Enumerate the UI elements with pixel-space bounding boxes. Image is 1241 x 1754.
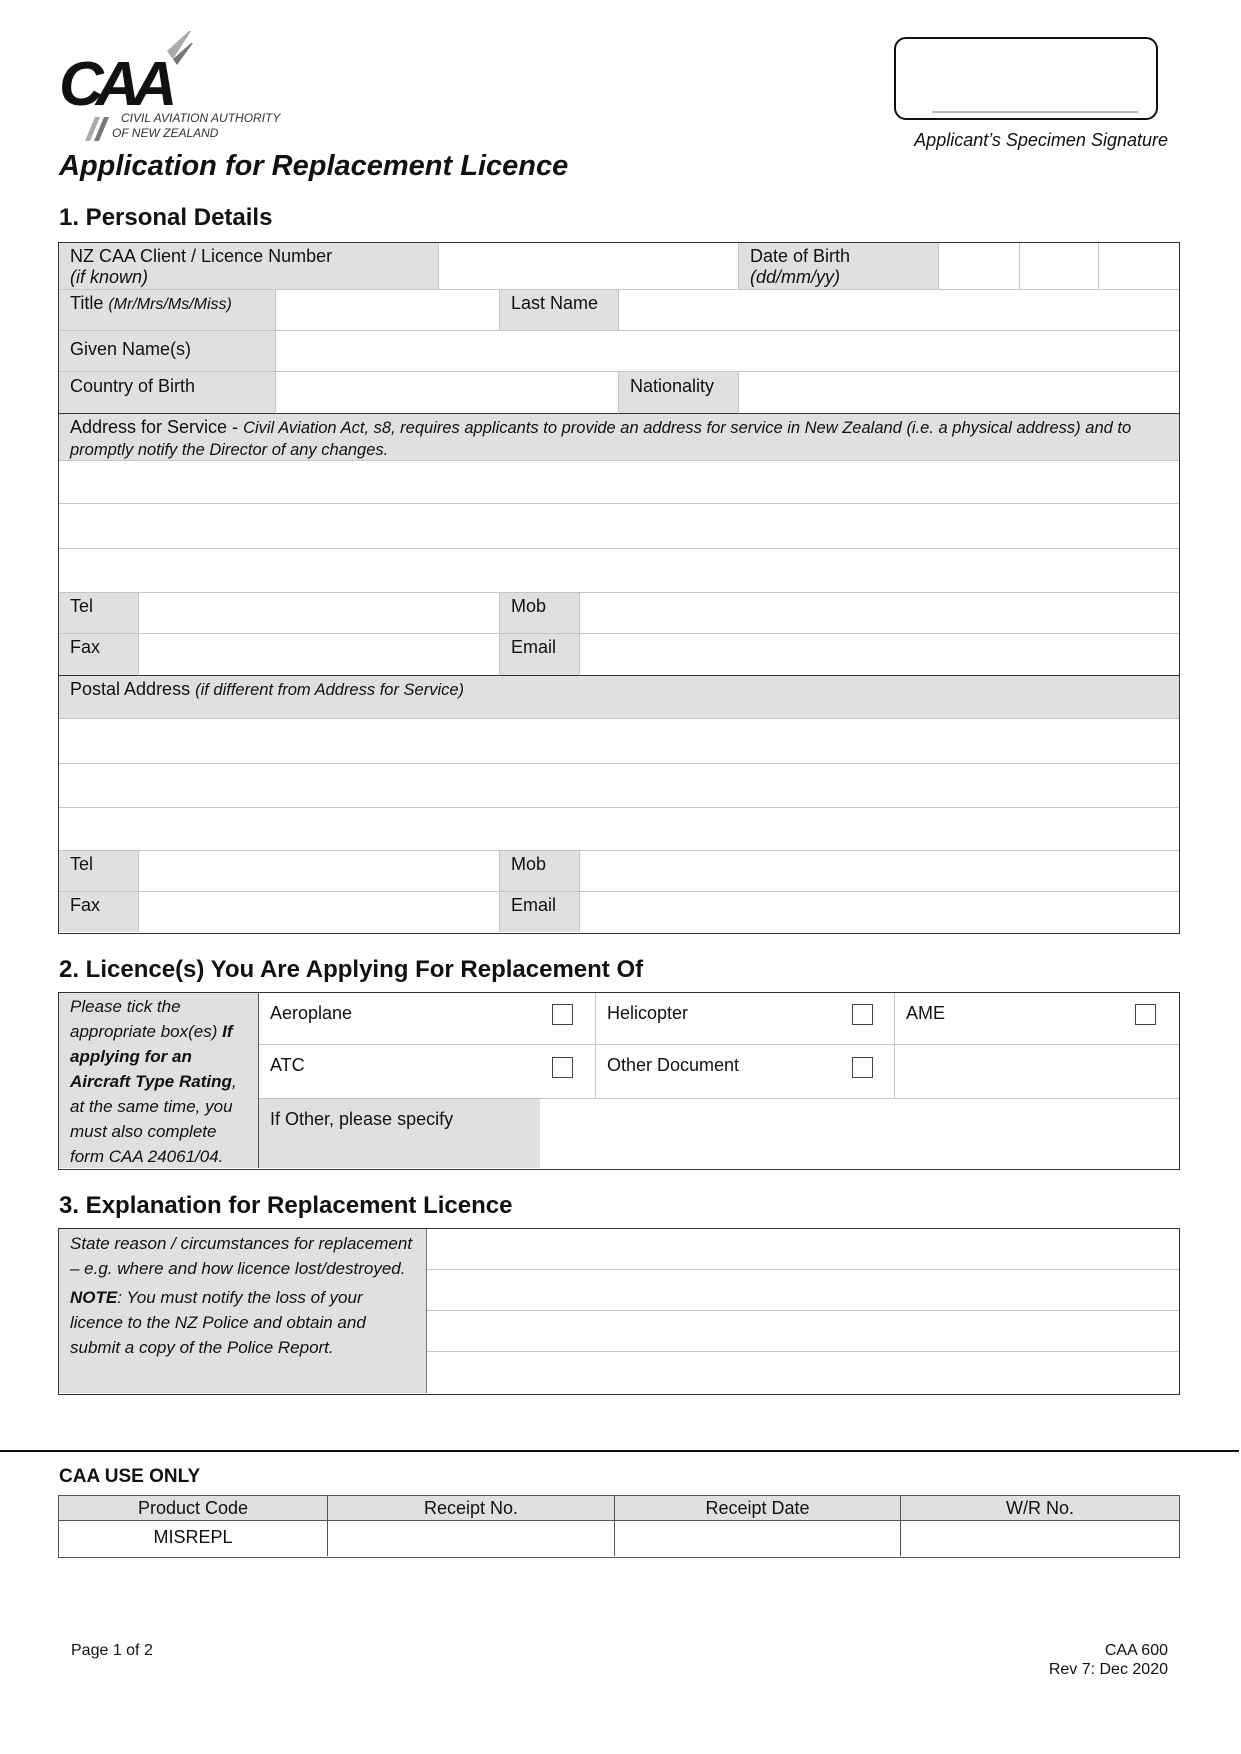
logo-subtitle-1: CIVIL AVIATION AUTHORITY (121, 111, 281, 125)
postal-tel-label: Tel (59, 851, 139, 892)
address-for-service-label (59, 414, 1179, 461)
title-field[interactable] (276, 290, 500, 331)
given-names-label: Given Name(s) (59, 331, 276, 372)
col-receipt-date: Receipt Date (615, 1496, 901, 1521)
option-other-document[interactable] (596, 1045, 895, 1099)
postal-mob-field[interactable] (580, 851, 1179, 892)
title-hint: (Mr/Mrs/Ms/Miss) (108, 296, 232, 313)
page-title: Application for Replacement Licence (59, 150, 569, 182)
helicopter-checkbox[interactable] (852, 1004, 873, 1025)
other-specify-label: If Other, please specify (259, 1099, 540, 1168)
dob-label (739, 243, 939, 290)
aeroplane-checkbox[interactable] (552, 1004, 573, 1025)
explanation-table (58, 1228, 1180, 1395)
address-line-1[interactable] (59, 461, 1179, 504)
signature-box[interactable] (894, 37, 1158, 120)
address-line-2[interactable] (59, 504, 1179, 549)
dob-year-field[interactable] (1099, 243, 1179, 290)
postal-line-2[interactable] (59, 764, 1179, 808)
option-atc[interactable] (259, 1045, 596, 1099)
form-number: CAA 600 (1104, 1642, 1168, 1659)
note-text (70, 1285, 415, 1360)
postal-line-3[interactable] (59, 808, 1179, 851)
personal-details-table (58, 242, 1180, 934)
office-heading: CAA USE ONLY (59, 1466, 201, 1487)
title-text: Title (70, 293, 109, 313)
office-separator (0, 1450, 1239, 1452)
receipt-no-field[interactable] (328, 1521, 615, 1556)
note-bold: NOTE (70, 1288, 118, 1307)
last-name-field[interactable] (619, 290, 1179, 331)
client-number-field[interactable] (439, 243, 739, 290)
explanation-line-4[interactable] (427, 1352, 1179, 1393)
col-receipt-no: Receipt No. (328, 1496, 615, 1521)
section-1-heading: 1. Personal Details (59, 204, 273, 231)
instruction-bold: If applying for an Aircraft Type Rating (70, 1022, 233, 1091)
instruction-text-2: , at the same time, you must also complete form CAA 24061/04. (70, 1072, 237, 1166)
note-body: : You must notify the loss of your licence to the NZ Police and obtain and submit a copy of the Police Report. (70, 1288, 366, 1357)
ame-label: AME (906, 1003, 946, 1023)
section-3-heading: 3. Explanation for Replacement Licence (59, 1192, 513, 1219)
given-names-field[interactable] (276, 331, 1179, 372)
postal-hint: (if different from Address for Service) (195, 681, 465, 699)
fax-label: Fax (59, 634, 139, 676)
revision: Rev 7: Dec 2020 (1048, 1661, 1168, 1678)
postal-tel-field[interactable] (139, 851, 500, 892)
product-code-value: MISREPL (59, 1521, 328, 1556)
reason-text: State reason / circumstances for replacement – e.g. where and how licence lost/destroyed. (70, 1234, 413, 1278)
postal-fax-label: Fax (59, 892, 139, 932)
section-2-heading: 2. Licence(s) You Are Applying For Replacement Of (59, 956, 644, 983)
client-number-hint: (if known) (70, 267, 149, 287)
page-number: Page 1 of 2 (71, 1642, 153, 1659)
other-document-label: Other Document (607, 1055, 740, 1075)
wr-no-field[interactable] (901, 1521, 1179, 1556)
postal-fax-field[interactable] (139, 892, 500, 932)
dob-day-field[interactable] (939, 243, 1020, 290)
col-product-code: Product Code (59, 1496, 328, 1521)
client-number-label (59, 243, 439, 290)
nationality-field[interactable] (739, 372, 1179, 414)
explanation-instructions (59, 1229, 427, 1393)
office-table (58, 1495, 1180, 1558)
explanation-line-2[interactable] (427, 1270, 1179, 1311)
country-label: Country of Birth (59, 372, 276, 414)
empty-cell (895, 1045, 1179, 1099)
address-label-text: Address for Service - (70, 417, 244, 437)
postal-email-field[interactable] (580, 892, 1179, 932)
aeroplane-label: Aeroplane (270, 1003, 353, 1023)
licence-type-table (58, 992, 1180, 1170)
signature-line (932, 111, 1138, 113)
option-aeroplane[interactable] (259, 993, 596, 1045)
email-label: Email (500, 634, 580, 676)
explanation-line-3[interactable] (427, 1311, 1179, 1352)
svg-text:CAA: CAA (59, 50, 170, 119)
last-name-label: Last Name (500, 290, 619, 331)
atc-checkbox[interactable] (552, 1057, 573, 1078)
country-field[interactable] (276, 372, 619, 414)
nationality-label: Nationality (619, 372, 739, 414)
dob-text: Date of Birth (750, 246, 851, 266)
postal-mob-label: Mob (500, 851, 580, 892)
client-number-text: NZ CAA Client / Licence Number (70, 246, 333, 266)
mob-field[interactable] (580, 593, 1179, 634)
other-specify-field[interactable] (540, 1099, 1179, 1168)
address-line-3[interactable] (59, 549, 1179, 593)
other-document-checkbox[interactable] (852, 1057, 873, 1078)
title-label (59, 290, 276, 331)
helicopter-label: Helicopter (607, 1003, 689, 1023)
atc-label: ATC (270, 1055, 305, 1075)
tel-field[interactable] (139, 593, 500, 634)
dob-month-field[interactable] (1020, 243, 1099, 290)
col-wr-no: W/R No. (901, 1496, 1179, 1521)
instruction-text: Please tick the appropriate box(es) (70, 997, 218, 1041)
email-field[interactable] (580, 634, 1179, 676)
postal-address-label (59, 676, 1179, 719)
explanation-line-1[interactable] (427, 1229, 1179, 1270)
ame-checkbox[interactable] (1135, 1004, 1156, 1025)
option-helicopter[interactable] (596, 993, 895, 1045)
mob-label: Mob (500, 593, 580, 634)
fax-field[interactable] (139, 634, 500, 676)
address-note: Civil Aviation Act, s8, requires applicants to provide an address for service in New Zealand (i.e. a physical address) and to promptly notify the Director of any changes. (70, 419, 1132, 459)
logo-subtitle-2: OF NEW ZEALAND (112, 126, 219, 140)
signature-caption: Applicant’s Specimen Signature (914, 130, 1168, 150)
postal-label-text: Postal Address (70, 679, 196, 699)
dob-hint: (dd/mm/yy) (750, 267, 840, 287)
postal-email-label: Email (500, 892, 580, 932)
tick-instructions (59, 993, 259, 1168)
postal-line-1[interactable] (59, 719, 1179, 764)
tel-label: Tel (59, 593, 139, 634)
option-ame[interactable] (895, 993, 1179, 1045)
receipt-date-field[interactable] (615, 1521, 901, 1556)
